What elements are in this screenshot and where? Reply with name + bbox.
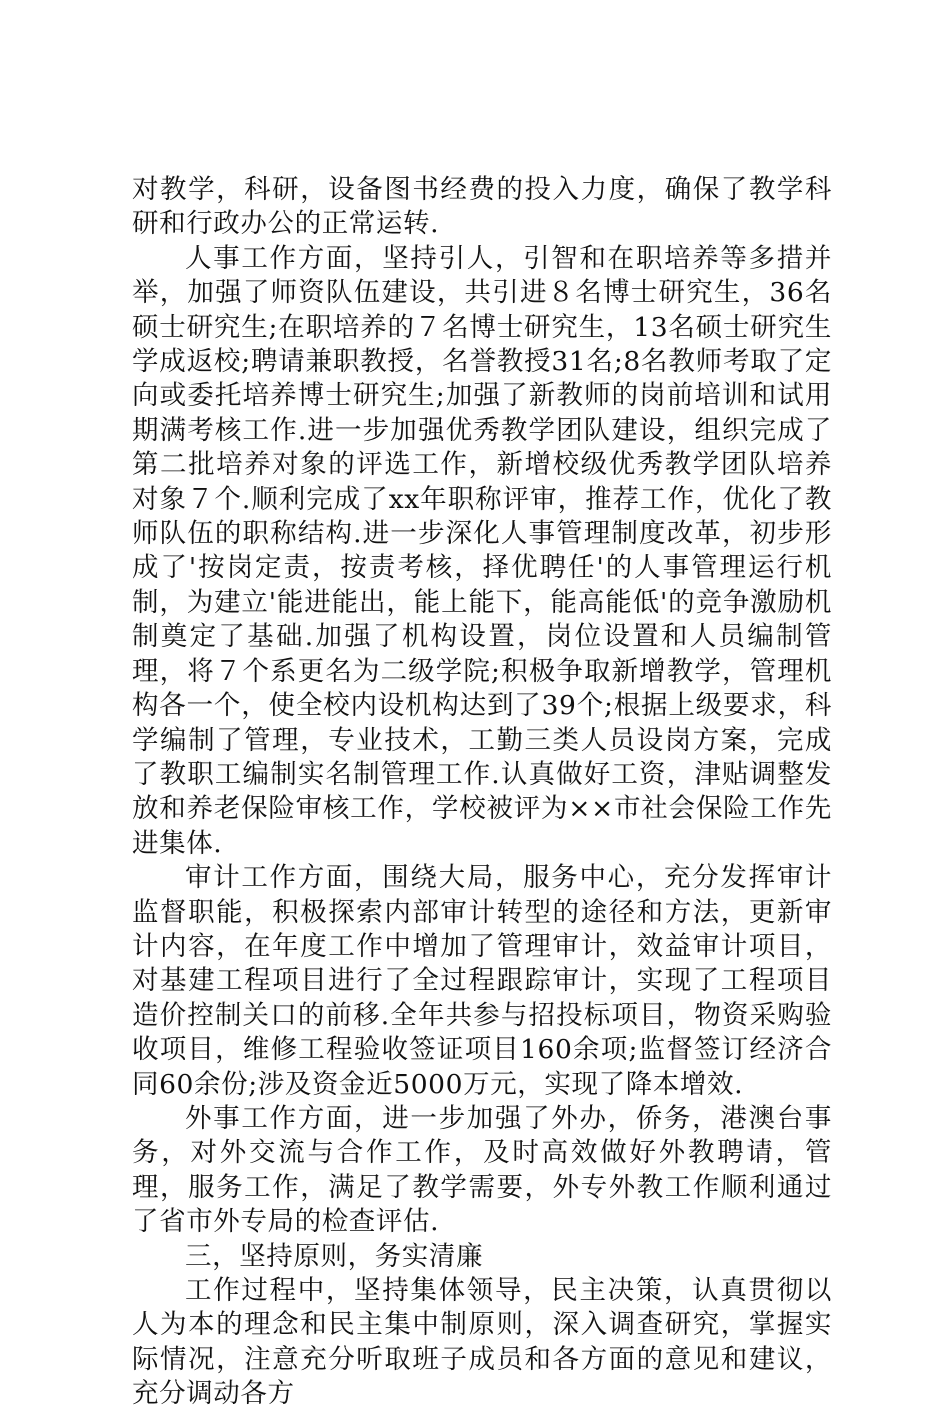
- paragraph-work-process: 工作过程中，坚持集体领导，民主决策，认真贯彻以人为本的理念和民主集中制原则，深入调查研究，掌握实际情况，注意充分听取班子成员和各方面的意见和建议，充分调动各方: [132, 1275, 832, 1410]
- paragraph-audit: 审计工作方面，围绕大局，服务中心，充分发挥审计监督职能，积极探索内部审计转型的途径和方法，更新审计内容，在年度工作中增加了管理审计，效益审计项目，对基建工程项目进行了全过程跟踪审计，实现了工程项目造价控制关口的前移.全年共参与招投标项目，物资采购验收项目，维修工程验收签证项目160余项;监督签订经济合同60余份;涉及资金近5000万元，实现了降本增效.: [132, 862, 832, 1100]
- paragraph-personnel: 人事工作方面，坚持引人，引智和在职培养等多措并举，加强了师资队伍建设，共引进８名博士研究生，36名硕士研究生;在职培养的７名博士研究生，13名硕士研究生学成返校;聘请兼职教授，名誉教授31名;8名教师考取了定向或委托培养博士研究生;加强了新教师的岗前培训和试用期满考核工作.进一步加强优秀教学团队建设，组织完成了第二批培养对象的评选工作，新增校级优秀教学团队培养对象７个.顺利完成了xx年职称评审，推荐工作，优化了教师队伍的职称结构.进一步深化人事管理制度改革，初步形成了'按岗定责，按责考核，择优聘任'的人事管理运行机制，为建立'能进能出，能上能下，能高能低'的竞争激励机制奠定了基础.加强了机构设置，岗位设置和人员编制管理，将７个系更名为二级学院;积极争取新增教学，管理机构各一个，使全校内设机构达到了39个;根据上级要求，科学编制了管理，专业技术，工勤三类人员设岗方案，完成了教职工编制实名制管理工作.认真做好工资，津贴调整发放和养老保险审核工作，学校被评为××市社会保险工作先进集体.: [132, 242, 832, 859]
- document-body: [132, 173, 832, 1412]
- paragraph-continuation: 对教学，科研，设备图书经费的投入力度，确保了教学科研和行政办公的正常运转.: [132, 174, 832, 240]
- paragraph-foreign-affairs: 外事工作方面，进一步加强了外办，侨务，港澳台事务，对外交流与合作工作，及时高效做好外教聘请，管理，服务工作，满足了教学需要，外专外教工作顺利通过了省市外专局的检查评估.: [132, 1102, 832, 1238]
- section-heading: 三，坚持原则，务实清廉: [185, 1240, 484, 1272]
